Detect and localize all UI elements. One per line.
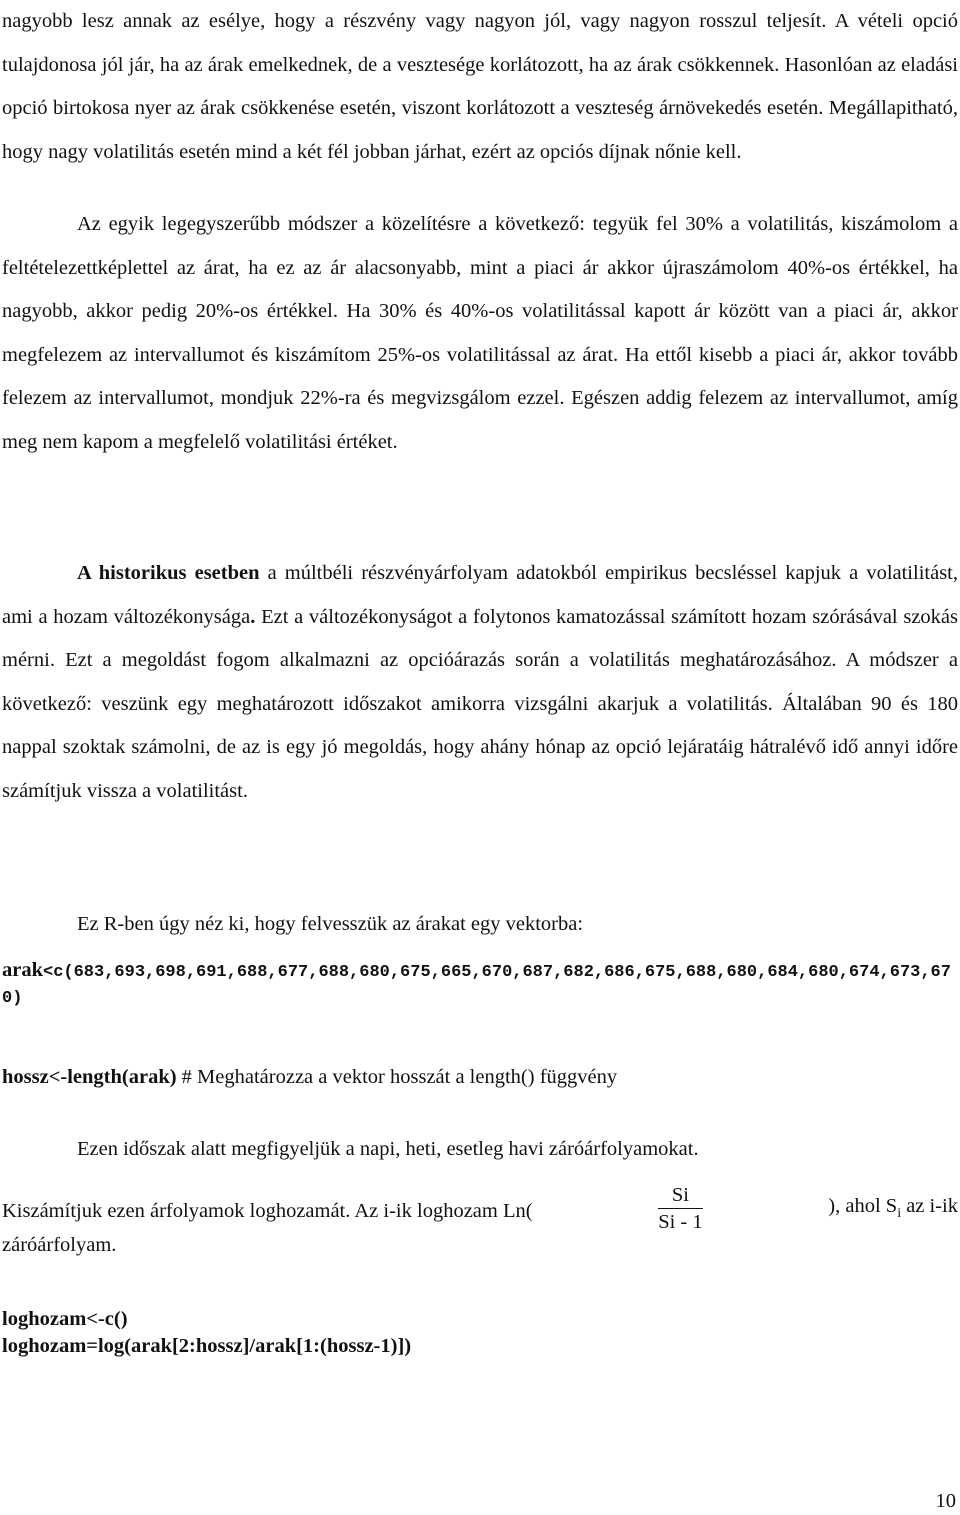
formula-after-a: ), ahol S <box>828 1195 898 1218</box>
historical-dot: . <box>250 605 256 628</box>
formula-numerator: Si <box>658 1182 702 1209</box>
formula-after <box>828 1193 958 1227</box>
paragraph-r-intro: Ez R-ben úgy néz ki, hogy felvesszük az árakat egy vektorba: <box>77 913 584 935</box>
paragraph-approximation-method: Az egyik legegyszerűbb módszer a közelítésre a következő: tegyük fel 30% a volatilitás, kiszámolom a feltételezettképlettel az árat, ha ez az ár alacsonyabb, mint a piaci ár akkor újraszámolom 40%-os értékkel, ha nagyobb, akkor pedig 20%-os értékkel. Ha 30% és 40%-os volatilitással kapott ár között van a piaci ár, akkor megfelezem az intervallumot és kiszámítom 25%-os volatilitással az árat. Ha ettől kisebb a piaci ár, akkor tovább felezem az intervallumot, mondjuk 22%-ra és megvizsgálom ezzel. Egészen addig felezem az intervallumot, amíg meg nem kapom a megfelelő volatilitási értéket. <box>2 213 958 453</box>
code-hossz: hossz<-length(arak) <box>2 1066 177 1088</box>
code-loghozam-init: loghozam<-c() <box>2 1308 128 1330</box>
page-number: 10 <box>935 1490 956 1512</box>
formula-subscript: i <box>897 1206 902 1222</box>
code-hossz-line <box>2 1064 958 1090</box>
formula-before: Kiszámítjuk ezen árfolyamok loghozamát. Az i-ik loghozam Ln( <box>2 1199 533 1222</box>
formula-fraction <box>658 1182 702 1235</box>
code-arak-vector <box>2 957 958 1012</box>
historical-text-a: a múltbéli részvényárfolyam adatokból empirikus becsléssel kapjuk a volatilitást, ami a hozam változékonysága <box>2 562 958 628</box>
code-arak-values: <c(683,693,698,691,688,677,688,680,675,665,670,687,682,686,675,688,680,684,680,674,673,670) <box>2 963 951 1008</box>
code-loghozam-calc: loghozam=log(arak[2:hossz]/arak[1:(hossz-1)]) <box>2 1335 412 1357</box>
formula-after-b: az i-ik <box>901 1195 958 1218</box>
paragraph-volatility-effect: nagyobb lesz annak az esélye, hogy a részvény vagy nagyon jól, vagy nagyon rosszul teljesít. A vételi opció tulajdonosa jól jár, ha az árak emelkednek, de a vesztesége korlátozott, ha az árak csökkennek. Hasonlóan az eladási opció birtokosa nyer az árak csökkenése esetén, viszont korlátozott a veszteség árnövekedés esetén. Megállapitható, hogy nagy volatilitás esetén mind a két fél jobban járhat, ezért az opciós díjnak nőnie kell. <box>2 10 958 163</box>
historical-heading: A historikus esetben <box>77 562 260 584</box>
formula-denominator: Si - 1 <box>658 1211 703 1233</box>
formula-continuation: záróárfolyam. <box>2 1234 117 1256</box>
historical-text-b: Ezt a változékonyságot a folytonos kamatozással számított hozam szórásával szokás mérni. Ezt a megoldást fogom alkalmazni az opcióárazás során a volatilitás meghatározásához. A módszer a következő: veszünk egy meghatározott időszakot amikorra vizsgálni akarjuk a volatilitás. Általában 90 és 180 nappal szoktak számolni, de az is egy jó megoldás, hogy ahány hónap az opció lejáratáig hátralévő idő annyi időre számítjuk vissza a volatilitást. <box>2 605 958 802</box>
loghozam-formula-line <box>2 1184 958 1237</box>
code-hossz-comment: # Meghatározza a vektor hosszát a length() függvény <box>176 1066 618 1088</box>
paragraph-closing-prices: Ezen időszak alatt megfigyeljük a napi, heti, esetleg havi záróárfolyamokat. <box>77 1138 699 1160</box>
code-arak-name: arak <box>2 959 43 981</box>
paragraph-historical-method <box>2 552 958 814</box>
